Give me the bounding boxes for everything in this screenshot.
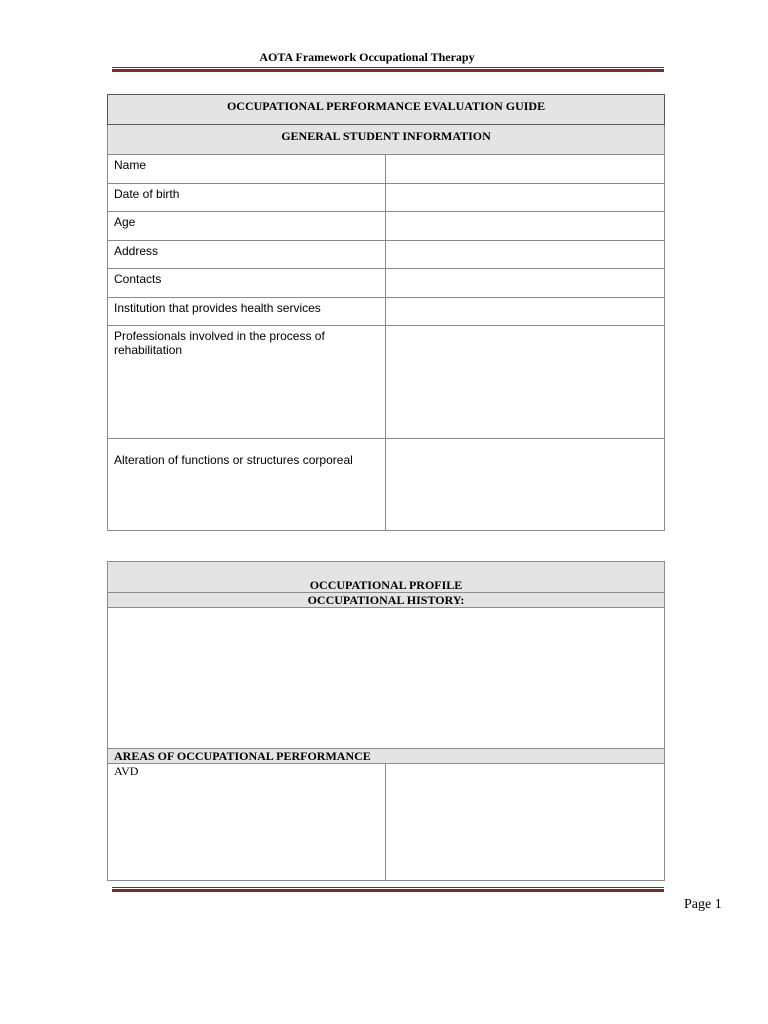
page-header-title: AOTA Framework Occupational Therapy bbox=[259, 50, 475, 64]
row-label-date-of-birth: Date of birth bbox=[108, 184, 386, 212]
occupational-history-field[interactable] bbox=[108, 608, 665, 749]
page-number: Page 1 bbox=[684, 897, 722, 912]
footer-divider bbox=[112, 887, 664, 892]
avd-label: AVD bbox=[108, 764, 386, 881]
row-label-contacts: Contacts bbox=[108, 269, 386, 298]
evaluation-guide-title: OCCUPATIONAL PERFORMANCE EVALUATION GUIDE bbox=[108, 95, 665, 125]
age-value-cell[interactable] bbox=[386, 212, 665, 241]
contacts-value-cell[interactable] bbox=[386, 269, 665, 298]
row-label-professionals: Professionals involved in the process of rehabilitation bbox=[108, 326, 386, 439]
row-label-age: Age bbox=[108, 212, 386, 241]
occupational-profile-table bbox=[107, 561, 665, 881]
name-value-cell[interactable] bbox=[386, 155, 665, 184]
row-label-alteration-of-functions: Alteration of functions or structures corporeal bbox=[108, 439, 386, 531]
professionals-value-cell[interactable] bbox=[386, 326, 665, 439]
row-label-name: Name bbox=[108, 155, 386, 184]
occupational-profile-heading: OCCUPATIONAL PROFILE bbox=[108, 562, 665, 593]
address-value-cell[interactable] bbox=[386, 241, 665, 269]
institution-value-cell[interactable] bbox=[386, 298, 665, 326]
avd-value-cell[interactable] bbox=[386, 764, 665, 881]
row-label-address: Address bbox=[108, 241, 386, 269]
date-of-birth-value-cell[interactable] bbox=[386, 184, 665, 212]
occupational-history-heading: OCCUPATIONAL HISTORY: bbox=[108, 593, 665, 608]
header-divider bbox=[112, 67, 664, 72]
row-label-institution: Institution that provides health services bbox=[108, 298, 386, 326]
areas-of-performance-heading: AREAS OF OCCUPATIONAL PERFORMANCE bbox=[108, 749, 665, 764]
alteration-value-cell[interactable] bbox=[386, 439, 665, 531]
general-information-heading: GENERAL STUDENT INFORMATION bbox=[108, 125, 665, 155]
student-information-table bbox=[107, 94, 665, 531]
